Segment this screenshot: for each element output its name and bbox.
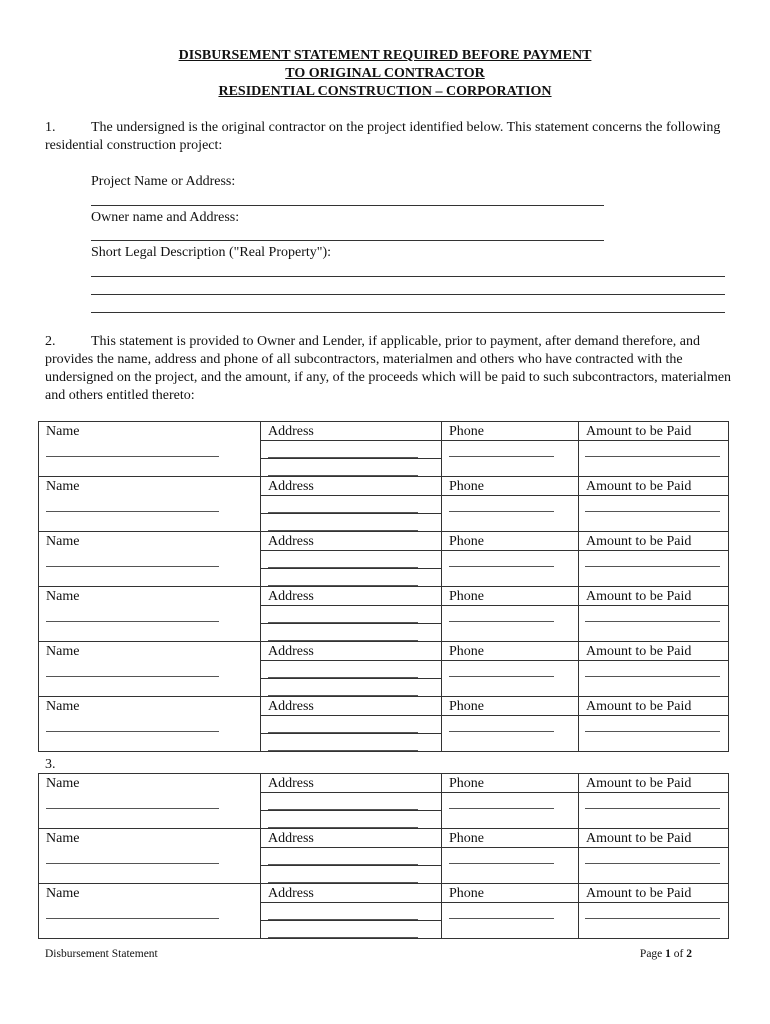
- phone-cell: [442, 884, 579, 939]
- legal-description-field-line-1[interactable]: [91, 276, 725, 277]
- amount-cell: [579, 774, 729, 829]
- name-label: Name: [46, 479, 80, 494]
- document-title-line-2: TO ORIGINAL CONTRACTOR: [285, 66, 485, 81]
- phone-label: Phone: [449, 831, 484, 846]
- phone-field[interactable]: [449, 918, 554, 919]
- phone-label: Phone: [449, 699, 484, 714]
- address-field-line-1[interactable]: [268, 512, 418, 513]
- document-title-line-3: RESIDENTIAL CONSTRUCTION – CORPORATION: [218, 84, 552, 99]
- name-cell: [39, 532, 261, 587]
- table-row: [39, 642, 729, 697]
- address-field-line-1[interactable]: [268, 457, 418, 458]
- name-label: Name: [46, 534, 80, 549]
- phone-field[interactable]: [449, 808, 554, 809]
- amount-field[interactable]: [585, 863, 720, 864]
- phone-cell: [442, 829, 579, 884]
- table-row: [39, 422, 729, 477]
- amount-field[interactable]: [585, 456, 720, 457]
- phone-field[interactable]: [449, 621, 554, 622]
- address-label: Address: [268, 424, 314, 439]
- address-field-line-1[interactable]: [268, 677, 418, 678]
- phone-label: Phone: [449, 589, 484, 604]
- name-cell: [39, 477, 261, 532]
- phone-cell: [442, 642, 579, 697]
- name-field[interactable]: [46, 731, 219, 732]
- address-cell: [261, 697, 442, 752]
- document-title-line-1: DISBURSEMENT STATEMENT REQUIRED BEFORE PAYMENT: [178, 48, 592, 63]
- address-label: Address: [268, 479, 314, 494]
- address-label: Address: [268, 831, 314, 846]
- phone-label: Phone: [449, 644, 484, 659]
- amount-field[interactable]: [585, 566, 720, 567]
- amount-cell: [579, 697, 729, 752]
- amount-cell: [579, 884, 729, 939]
- page-number: Page 1 of 2: [639, 948, 692, 960]
- table-row: [39, 884, 729, 939]
- amount-label: Amount to be Paid: [586, 479, 692, 494]
- phone-cell: [442, 477, 579, 532]
- phone-cell: [442, 697, 579, 752]
- address-cell: [261, 477, 442, 532]
- owner-name-field[interactable]: [91, 240, 604, 241]
- address-cell: [261, 642, 442, 697]
- name-cell: [39, 697, 261, 752]
- phone-cell: [442, 774, 579, 829]
- address-field-line-1[interactable]: [268, 732, 418, 733]
- name-cell: [39, 642, 261, 697]
- address-cell: [261, 532, 442, 587]
- phone-field[interactable]: [449, 566, 554, 567]
- phone-field[interactable]: [449, 863, 554, 864]
- name-field[interactable]: [46, 511, 219, 512]
- amount-field[interactable]: [585, 808, 720, 809]
- amount-cell: [579, 532, 729, 587]
- amount-field[interactable]: [585, 511, 720, 512]
- legal-description-field-line-3[interactable]: [91, 312, 725, 313]
- name-cell: [39, 422, 261, 477]
- address-label: Address: [268, 699, 314, 714]
- phone-label: Phone: [449, 534, 484, 549]
- amount-field[interactable]: [585, 731, 720, 732]
- address-field-line-1[interactable]: [268, 864, 418, 865]
- amount-field[interactable]: [585, 918, 720, 919]
- phone-field[interactable]: [449, 676, 554, 677]
- name-field[interactable]: [46, 918, 219, 919]
- phone-field[interactable]: [449, 456, 554, 457]
- address-field-line-1[interactable]: [268, 567, 418, 568]
- address-field-line-2[interactable]: [268, 750, 418, 751]
- address-label: Address: [268, 534, 314, 549]
- section-1-paragraph: [45, 119, 735, 155]
- table-row: [39, 587, 729, 642]
- address-cell: [261, 422, 442, 477]
- address-label: Address: [268, 644, 314, 659]
- additional-table: [38, 773, 729, 939]
- phone-cell: [442, 422, 579, 477]
- table-row: [39, 532, 729, 587]
- name-field[interactable]: [46, 566, 219, 567]
- amount-cell: [579, 829, 729, 884]
- table-row: [39, 829, 729, 884]
- amount-label: Amount to be Paid: [586, 534, 692, 549]
- amount-label: Amount to be Paid: [586, 424, 692, 439]
- address-cell: [261, 884, 442, 939]
- name-field[interactable]: [46, 863, 219, 864]
- amount-label: Amount to be Paid: [586, 644, 692, 659]
- name-field[interactable]: [46, 808, 219, 809]
- amount-label: Amount to be Paid: [586, 776, 692, 791]
- address-cell: [261, 587, 442, 642]
- name-field[interactable]: [46, 621, 219, 622]
- section-1-text: The undersigned is the original contractor on the project identified below. This statement concerns the following residential construction project:: [45, 120, 721, 153]
- table-row: [39, 477, 729, 532]
- section-2-text: This statement is provided to Owner and Lender, if applicable, prior to payment, after demand therefore, and provides the name, address and phone of all subcontractors, materialmen and others who have contracted with the undersigned on the project, and the amount, if any, of the proceeds which will be paid to such subcontractors, materialmen and others entitled thereto:: [45, 334, 732, 403]
- project-name-field[interactable]: [91, 205, 604, 206]
- phone-label: Phone: [449, 886, 484, 901]
- amount-cell: [579, 422, 729, 477]
- address-field-line-2[interactable]: [268, 937, 418, 938]
- amount-field[interactable]: [585, 621, 720, 622]
- section-2-number: 2.: [45, 334, 56, 349]
- name-cell: [39, 829, 261, 884]
- name-label: Name: [46, 589, 80, 604]
- project-name-label: Project Name or Address:: [91, 174, 236, 189]
- name-field[interactable]: [46, 676, 219, 677]
- amount-label: Amount to be Paid: [586, 699, 692, 714]
- section-3-number: 3.: [45, 757, 56, 772]
- address-cell: [261, 774, 442, 829]
- subcontractor-table: [38, 421, 729, 752]
- name-label: Name: [46, 424, 80, 439]
- name-label: Name: [46, 699, 80, 714]
- address-label: Address: [268, 776, 314, 791]
- amount-field[interactable]: [585, 676, 720, 677]
- phone-label: Phone: [449, 776, 484, 791]
- footer-title: Disbursement Statement: [45, 948, 158, 960]
- amount-label: Amount to be Paid: [586, 589, 692, 604]
- address-field-line-1[interactable]: [268, 622, 418, 623]
- phone-field[interactable]: [449, 511, 554, 512]
- name-cell: [39, 884, 261, 939]
- amount-label: Amount to be Paid: [586, 831, 692, 846]
- legal-description-field-line-2[interactable]: [91, 294, 725, 295]
- name-label: Name: [46, 831, 80, 846]
- legal-description-label: Short Legal Description ("Real Property"):: [91, 245, 332, 260]
- section-2-paragraph: [45, 333, 735, 405]
- name-cell: [39, 774, 261, 829]
- phone-cell: [442, 587, 579, 642]
- address-field-line-1[interactable]: [268, 809, 418, 810]
- table-row: [39, 697, 729, 752]
- name-label: Name: [46, 776, 80, 791]
- name-field[interactable]: [46, 456, 219, 457]
- amount-label: Amount to be Paid: [586, 886, 692, 901]
- phone-label: Phone: [449, 424, 484, 439]
- owner-name-label: Owner name and Address:: [91, 210, 240, 225]
- name-label: Name: [46, 644, 80, 659]
- name-label: Name: [46, 886, 80, 901]
- address-cell: [261, 829, 442, 884]
- name-cell: [39, 587, 261, 642]
- phone-field[interactable]: [449, 731, 554, 732]
- amount-cell: [579, 587, 729, 642]
- table-row: [39, 774, 729, 829]
- amount-cell: [579, 642, 729, 697]
- address-field-line-1[interactable]: [268, 919, 418, 920]
- phone-label: Phone: [449, 479, 484, 494]
- section-1-number: 1.: [45, 120, 56, 135]
- address-label: Address: [268, 589, 314, 604]
- phone-cell: [442, 532, 579, 587]
- address-label: Address: [268, 886, 314, 901]
- amount-cell: [579, 477, 729, 532]
